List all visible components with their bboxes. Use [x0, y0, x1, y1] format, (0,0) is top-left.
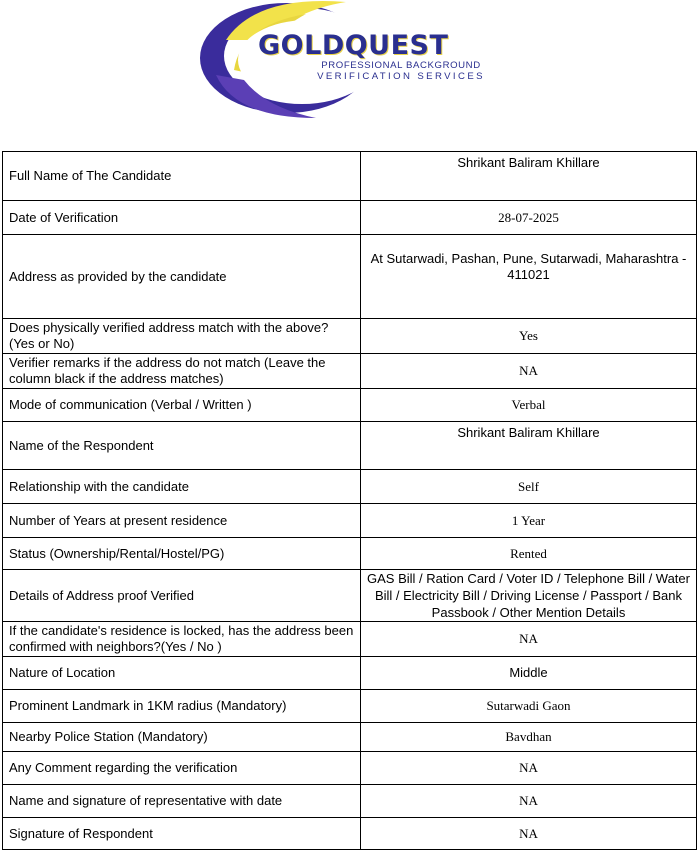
row-value: Middle: [361, 657, 697, 690]
table-row: [3, 657, 697, 690]
row-value: NA: [361, 354, 697, 389]
row-label: Prominent Landmark in 1KM radius (Mandatory): [3, 690, 361, 723]
row-value: Self: [361, 470, 697, 504]
table-row: [3, 504, 697, 538]
table-row: [3, 538, 697, 570]
table-row: [3, 570, 697, 622]
row-value: Bavdhan: [361, 723, 697, 752]
row-value: Sutarwadi Gaon: [361, 690, 697, 723]
verification-form-table: [2, 151, 697, 850]
row-label: Signature of Respondent: [3, 818, 361, 850]
row-label: Full Name of The Candidate: [3, 152, 361, 201]
row-value: 1 Year: [361, 504, 697, 538]
goldquest-logo: [196, 0, 516, 130]
logo-tagline-1: PROFESSIONAL BACKGROUND: [321, 60, 481, 71]
row-label: Details of Address proof Verified: [3, 570, 361, 622]
row-value: Yes: [361, 319, 697, 354]
row-value: Shrikant Baliram Khillare: [361, 422, 697, 470]
table-row: [3, 690, 697, 723]
row-label: Date of Verification: [3, 201, 361, 235]
table-row: [3, 319, 697, 354]
table-row: [3, 818, 697, 850]
row-label: Number of Years at present residence: [3, 504, 361, 538]
table-row: [3, 354, 697, 389]
row-label: Any Comment regarding the verification: [3, 752, 361, 785]
table-row: [3, 752, 697, 785]
row-value: Verbal: [361, 389, 697, 422]
row-label: Nearby Police Station (Mandatory): [3, 723, 361, 752]
table-row: [3, 422, 697, 470]
row-value: NA: [361, 752, 697, 785]
table-row: [3, 622, 697, 657]
row-value: NA: [361, 622, 697, 657]
table-row: [3, 470, 697, 504]
row-value: NA: [361, 818, 697, 850]
table-row: [3, 389, 697, 422]
row-label: Status (Ownership/Rental/Hostel/PG): [3, 538, 361, 570]
row-label: Nature of Location: [3, 657, 361, 690]
row-value: Shrikant Baliram Khillare: [361, 152, 697, 201]
row-value: NA: [361, 785, 697, 818]
table-row: [3, 235, 697, 319]
logo-wordmark: GOLDQUEST: [258, 30, 449, 61]
row-label: If the candidate's residence is locked, has the address been confirmed with neighbors?(Yes / No ): [3, 622, 361, 657]
row-label: Verifier remarks if the address do not match (Leave the column black if the address matches): [3, 354, 361, 389]
logo-tagline-2: VERIFICATION SERVICES: [317, 71, 485, 82]
row-value: At Sutarwadi, Pashan, Pune, Sutarwadi, Maharashtra - 411021: [361, 235, 697, 319]
row-label: Does physically verified address match with the above? (Yes or No): [3, 319, 361, 354]
row-label: Mode of communication (Verbal / Written ): [3, 389, 361, 422]
row-label: Name and signature of representative with date: [3, 785, 361, 818]
table-row: [3, 201, 697, 235]
row-label: Relationship with the candidate: [3, 470, 361, 504]
table-row: [3, 152, 697, 201]
table-row: [3, 785, 697, 818]
row-value: 28-07-2025: [361, 201, 697, 235]
table-row: [3, 723, 697, 752]
row-value: Rented: [361, 538, 697, 570]
row-value: GAS Bill / Ration Card / Voter ID / Telephone Bill / Water Bill / Electricity Bill / Driving License / Passport / Bank Passbook / Other Mention Details: [361, 570, 697, 622]
row-label: Address as provided by the candidate: [3, 235, 361, 319]
row-label: Name of the Respondent: [3, 422, 361, 470]
